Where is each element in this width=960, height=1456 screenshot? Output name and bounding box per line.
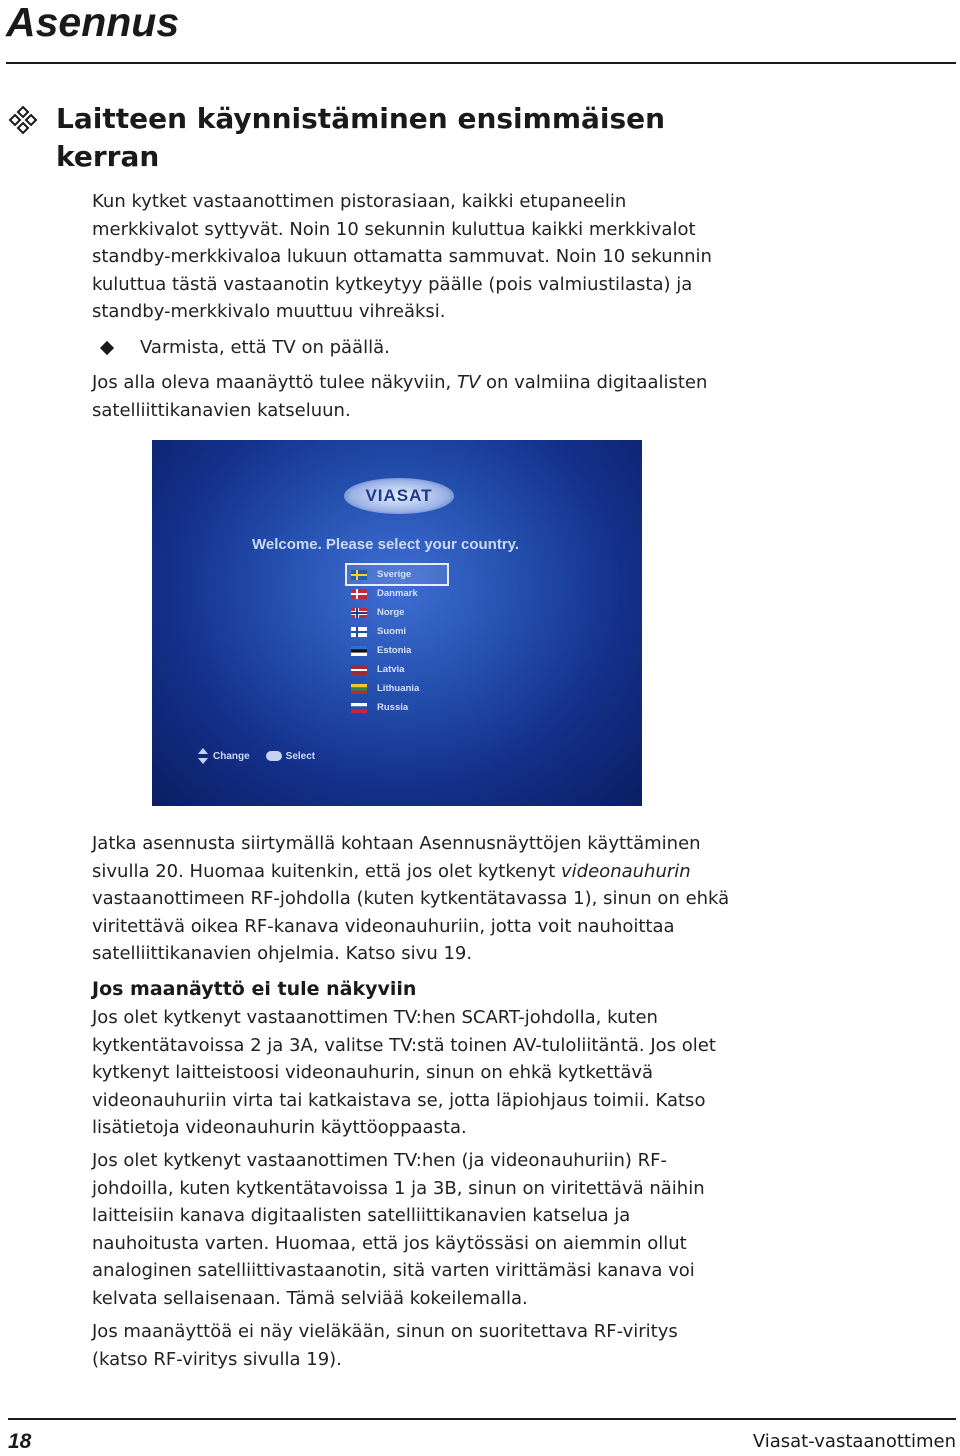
footer-label: Viasat-vastaanottimen (752, 1431, 956, 1452)
tv-welcome-text: Welcome. Please select your country. (252, 536, 520, 553)
flag-estonia-icon (351, 646, 367, 656)
continue-paragraph (92, 830, 732, 968)
screen-info-paragraph (92, 369, 732, 424)
country-label: Estonia (377, 645, 412, 656)
country-label: Norge (377, 607, 405, 618)
flag-denmark-icon (351, 589, 367, 599)
flag-sweden-icon (351, 570, 367, 580)
page-header (6, 0, 956, 64)
flag-latvia-icon (351, 665, 367, 675)
up-down-arrows-icon (197, 747, 209, 765)
bullet-item (100, 334, 700, 361)
flag-norway-icon (351, 608, 367, 618)
country-item (347, 641, 447, 660)
section-heading (8, 100, 708, 176)
scart-paragraph: Jos olet kytkenyt vastaanottimen TV:hen SCART-johdolla, kuten kytkentätavoissa 2 ja 3A, valitse TV:stä toinen AV-tuloliitäntä. Jos olet kytkenyt laitteistoosi videonauhurin, sinun on ehkä kytkettävä videonauhuriin virta tai katkaistava se, jotta läpiohjaus toimii. Katso lisätietoja videonauhurin käyttöoppaasta. (92, 1007, 716, 1138)
country-item (347, 565, 447, 584)
country-item (347, 660, 447, 679)
tv-screenshot (152, 440, 642, 806)
text-run: Jatka asennusta siirtymällä kohtaan Asennusnäyttöjen käyttäminen sivulla 20. Huomaa kuitenkin, että jos olet kytkenyt (92, 833, 701, 882)
change-hint: Change (213, 750, 250, 762)
country-item (347, 698, 447, 717)
four-diamonds-icon (8, 105, 38, 135)
country-label: Latvia (377, 664, 405, 675)
page-footer (8, 1418, 956, 1456)
country-label: Sverige (377, 569, 412, 580)
section-title: Laitteen käynnistäminen ensimmäisen kerran (56, 102, 666, 173)
ok-button-icon (266, 751, 282, 761)
country-item (347, 603, 447, 622)
country-label: Suomi (377, 626, 407, 637)
diamond-bullet-icon (100, 340, 114, 354)
rf-paragraph: Jos olet kytkenyt vastaanottimen TV:hen (ja videonauhuriin) RF-johdoilla, kuten kytkentätavoissa 1 ja 3B, sinun on viritettävä näihin laitteisiin kanava digitaalisten satelliittikanavien katselua ja nauhoitusta varten. Huomaa, että jos käytössäsi on aiemmin ollut analoginen satelliittivastaanotin, sitä varten virittämäsi kanava voi kelvata sellaisenaan. Tämä selviää kokeilemalla. (92, 1150, 705, 1309)
text-run: Jos alla oleva maanäyttö tulee näkyviin, (92, 372, 457, 393)
text-run-italic: videonauhurin (561, 860, 691, 882)
select-hint: Select (285, 750, 316, 762)
flag-russia-icon (351, 703, 367, 713)
flag-lithuania-icon (351, 684, 367, 694)
tv-footer-hints (197, 746, 397, 766)
text-run: vastaanottimeen RF-johdolla (kuten kytkentätavassa 1), sinun on ehkä viritettävä oikea RF-kanava videonauhuriin, jotta voit nauhoittaa satelliittikanavien ohjelmia. Katso sivu 19. (92, 888, 730, 964)
page-title: Asennus (6, 0, 180, 45)
country-label: Russia (377, 702, 409, 713)
rf-tuning-paragraph: Jos maanäyttöä ei näy vieläkään, sinun on suoritettava RF-viritys (katso RF-viritys sivulla 19). (92, 1321, 678, 1370)
subsection-heading: Jos maanäyttö ei tule näkyviin (92, 978, 417, 1000)
viasat-logo: VIASAT (344, 478, 454, 514)
text-run-italic: TV (456, 372, 481, 393)
country-item (347, 584, 447, 603)
page-number: 18 (8, 1430, 32, 1453)
country-label: Lithuania (377, 683, 420, 694)
country-list (347, 565, 447, 717)
country-label: Danmark (377, 588, 418, 599)
text-run: on valmiina digitaalisten satelliittikanavien katseluun. (92, 372, 708, 421)
flag-finland-icon (351, 627, 367, 637)
country-item (347, 622, 447, 641)
country-item (347, 679, 447, 698)
bullet-text: Varmista, että TV on päällä. (140, 337, 390, 358)
intro-paragraph: Kun kytket vastaanottimen pistorasiaan, kaikki etupaneelin merkkivalot syttyvät. Noin 10 sekunnin kuluttua kaikki merkkivalot standby-merkkivaloa lukuun ottamatta sammuvat. Noin 10 sekunnin kuluttua tästä vastaanotin kytkeytyy päälle (pois valmiustilasta) ja standby-merkkivalo muuttuu vihreäksi. (92, 191, 712, 322)
